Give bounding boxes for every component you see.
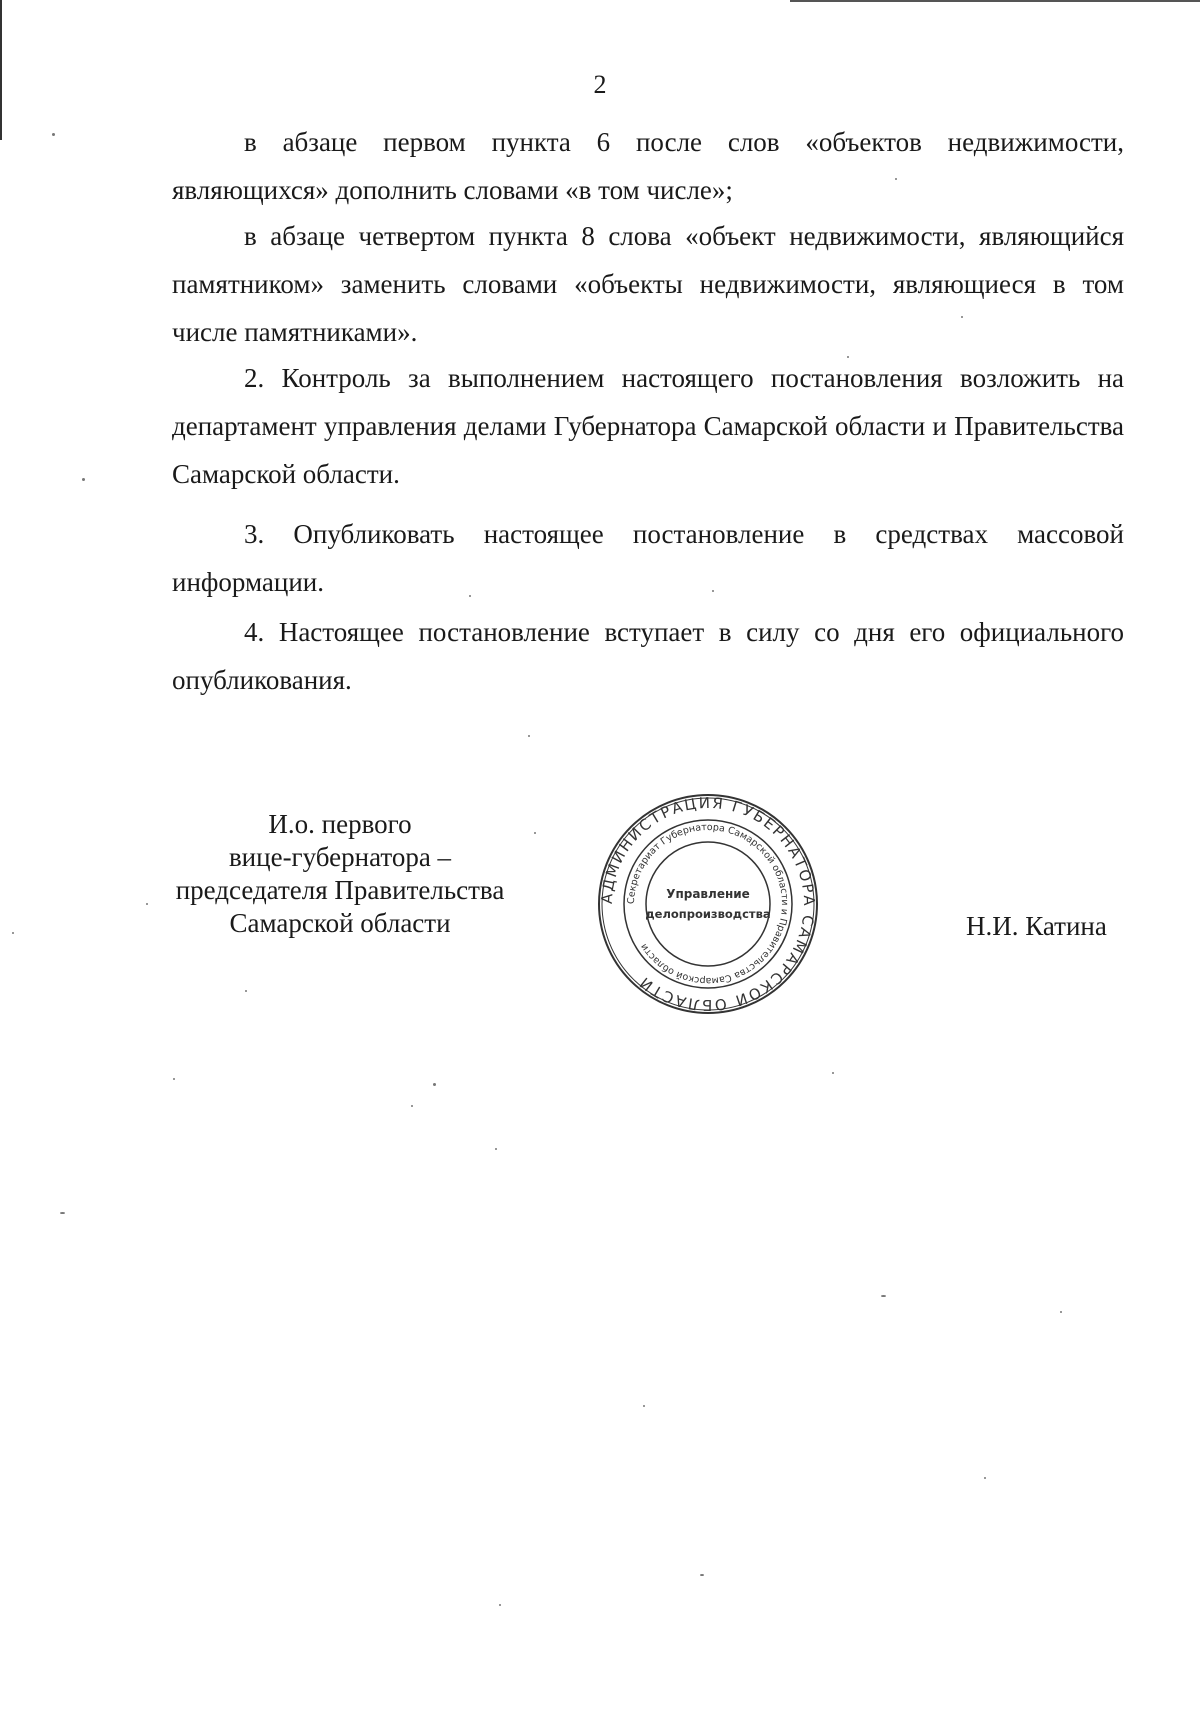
signatory-title-line: И.о. первого bbox=[268, 809, 412, 839]
signatory-title bbox=[150, 808, 530, 940]
scan-speck bbox=[961, 316, 963, 318]
scan-speck bbox=[499, 1604, 501, 1606]
signatory-title-line: вице-губернатора – bbox=[228, 842, 452, 872]
paragraph-2 bbox=[172, 212, 1124, 356]
paragraph-1 bbox=[172, 118, 1124, 214]
signatory-name: Н.И. Катина bbox=[966, 911, 1107, 941]
paragraph-4 bbox=[172, 510, 1124, 606]
page-number: 2 bbox=[593, 70, 607, 99]
signatory-title-line: Самарской области bbox=[229, 908, 451, 938]
scan-speck bbox=[643, 1405, 645, 1407]
scan-speck bbox=[832, 1072, 834, 1074]
paragraph-1-text: в абзаце первом пункта 6 после слов «объектов недвижимости, являющихся» дополнить словами «в том числе»; bbox=[172, 127, 1124, 205]
stamp-center-line-2: делопроизводства bbox=[645, 907, 771, 921]
official-stamp bbox=[596, 792, 820, 1016]
scan-speck bbox=[60, 1212, 65, 1214]
paragraph-5 bbox=[172, 608, 1124, 704]
stamp-outer-textpath: АДМИНИСТРАЦИЯ ГУБЕРНАТОРА САМАРСКОЙ ОБЛАСТИ bbox=[597, 793, 819, 1015]
scan-speck bbox=[469, 595, 471, 597]
paragraph-3 bbox=[172, 354, 1124, 498]
paragraph-4-text: 3. Опубликовать настоящее постановление в средствах массовой информации. bbox=[172, 519, 1124, 597]
signatory-title-line: председателя Правительства bbox=[175, 875, 505, 905]
stamp-inner-textpath: Секретариат Губернатора Самарской области и Правительства Самарской области bbox=[625, 821, 791, 987]
scan-speck bbox=[528, 735, 530, 737]
scan-speck bbox=[12, 932, 14, 934]
scan-speck bbox=[700, 1574, 704, 1576]
scan-speck bbox=[847, 356, 849, 358]
paragraph-2-text: в абзаце четвертом пункта 8 слова «объект недвижимости, являющийся памятником» заменить словами «объекты недвижимости, являющиеся в том числе памятниками». bbox=[172, 221, 1124, 347]
scan-speck bbox=[1060, 1311, 1062, 1313]
scan-speck bbox=[984, 1477, 986, 1479]
scan-speck bbox=[411, 1105, 413, 1107]
scan-speck bbox=[881, 1295, 886, 1297]
scan-speck bbox=[534, 832, 536, 834]
scan-speck bbox=[245, 990, 247, 992]
scan-speck bbox=[82, 478, 85, 481]
paragraph-5-text: 4. Настоящее постановление вступает в силу со дня его официального опубликования. bbox=[172, 617, 1124, 695]
scan-speck bbox=[433, 1083, 436, 1086]
stamp-inner-text bbox=[626, 822, 790, 986]
scan-speck bbox=[895, 178, 897, 180]
scan-speck bbox=[173, 1078, 175, 1080]
scan-speck bbox=[146, 903, 148, 905]
stamp-center-line-1: Управление bbox=[666, 887, 750, 901]
scan-speck bbox=[52, 133, 55, 136]
paragraph-3-text: 2. Контроль за выполнением настоящего постановления возложить на департамент управления делами Губернатора Самарской области и Правительства Самарской области. bbox=[172, 363, 1124, 489]
scan-edge-top bbox=[790, 0, 1200, 2]
scan-speck bbox=[712, 590, 714, 592]
scan-speck bbox=[495, 1148, 497, 1150]
